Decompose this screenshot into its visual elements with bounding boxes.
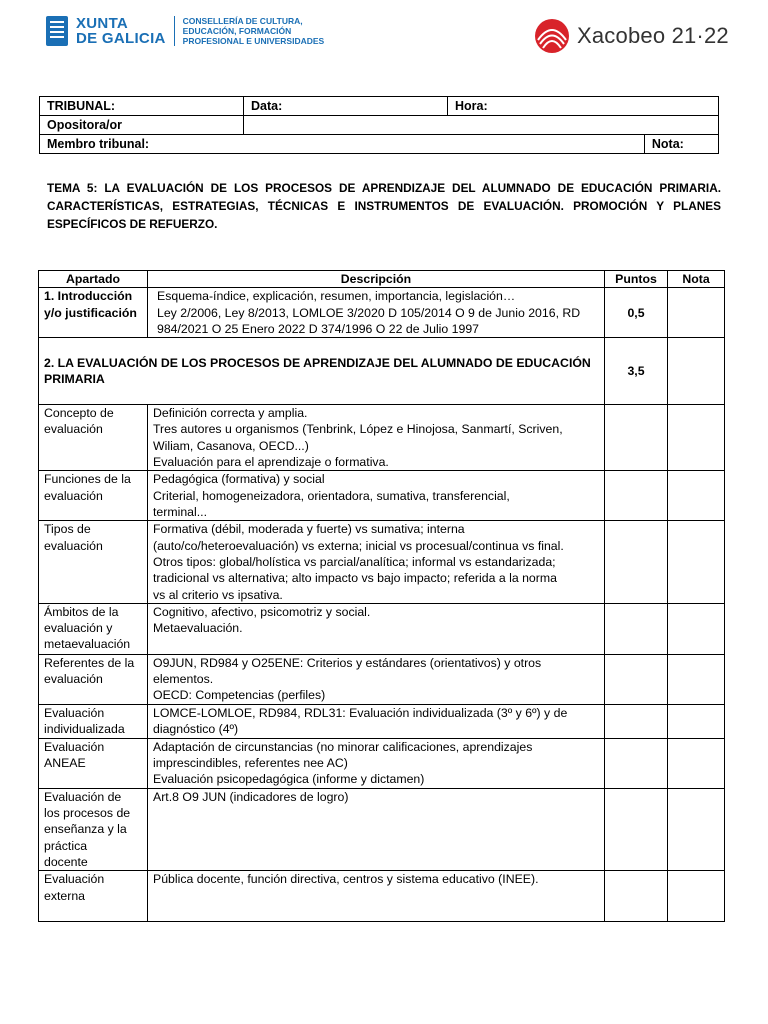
descripcion-line: diagnóstico (4º) — [153, 722, 239, 737]
row-descripcion — [148, 405, 605, 471]
descripcion-line: Adaptación de circunstancias (no minorar calificaciones, aprendizajes — [153, 739, 533, 754]
row-descripcion — [148, 471, 605, 521]
apartado-line: evaluación — [44, 422, 103, 437]
apartado-line: individualizada — [44, 722, 125, 737]
table-row — [39, 704, 725, 738]
conselleria-line: PROFESIONAL E UNIVERSIDADES — [182, 36, 325, 46]
intro-puntos: 0,5 — [605, 288, 668, 338]
row-descripcion — [148, 871, 605, 922]
apartado-line: Tipos de — [44, 522, 91, 537]
tribunal-label: TRIBUNAL: — [40, 97, 244, 116]
row-descripcion — [148, 788, 605, 870]
descripcion-line: Pública docente, función directiva, centros y sistema educativo (INEE). — [153, 872, 539, 887]
descripcion-line: Tres autores u organismos (Tenbrink, López e Hinojosa, Sanmartí, Scriven, — [153, 422, 563, 437]
apartado-line: y/o justificación — [44, 305, 137, 320]
section-title-line: 2. LA EVALUACIÓN DE LOS PROCESOS DE APRENDIZAJE DEL ALUMNADO DE EDUCACIÓN — [44, 355, 591, 370]
table-row — [39, 738, 725, 788]
descripcion-line: Evaluación psicopedagógica (informe y dictamen) — [153, 772, 425, 787]
conselleria-line: CONSELLERÍA DE CULTURA, — [182, 16, 303, 26]
row-apartado — [39, 603, 148, 654]
table-row — [39, 788, 725, 870]
hora-label: Hora: — [448, 97, 719, 116]
row-nota[interactable] — [668, 471, 725, 521]
table-row — [39, 521, 725, 603]
row-puntos — [605, 603, 668, 654]
logo-divider — [174, 16, 175, 46]
descripcion-line: Wiliam, Casanova, OECD...) — [153, 438, 309, 453]
exam-info-table — [39, 96, 719, 154]
table-row — [39, 471, 725, 521]
apartado-line: 1. Introducción — [44, 289, 133, 304]
row-nota[interactable] — [668, 405, 725, 471]
descripcion-line: LOMCE-LOMLOE, RD984, RDL31: Evaluación individualizada (3º y 6º) y de — [153, 705, 568, 720]
page-header — [0, 0, 768, 70]
col-header-apartado: Apartado — [39, 271, 148, 288]
descripcion-line: tradicional vs alternativa; alto impacto vs bajo impacto; referida a la norma — [153, 571, 557, 586]
table-header-row — [39, 271, 725, 288]
descripcion-line: Formativa (débil, moderada y fuerte) vs sumativa; interna — [153, 522, 465, 537]
xunta-emblem-icon — [46, 16, 68, 46]
descripcion-line: Esquema-índice, explicación, resumen, importancia, legislación… — [157, 289, 516, 304]
xunta-line1: XUNTA — [76, 15, 129, 32]
descripcion-line: OECD: Competencias (perfiles) — [153, 688, 326, 703]
table-row — [39, 405, 725, 471]
row-puntos — [605, 738, 668, 788]
xunta-line2: DE GALICIA — [76, 30, 166, 47]
section2-puntos: 3,5 — [605, 338, 668, 405]
row-apartado — [39, 471, 148, 521]
row-puntos — [605, 654, 668, 704]
xacobeo-logo — [533, 18, 729, 54]
descripcion-line: Otros tipos: global/holística vs parcial/analítica; informal vs estandarizada; — [153, 554, 556, 569]
nota-label: Nota: — [644, 135, 718, 154]
table-row — [39, 288, 725, 338]
row-nota[interactable] — [668, 871, 725, 922]
row-puntos — [605, 405, 668, 471]
row-apartado — [39, 654, 148, 704]
descripcion-line: Metaevaluación. — [153, 621, 243, 636]
intro-descripcion — [148, 288, 605, 338]
apartado-line: Evaluación — [44, 872, 105, 887]
descripcion-line: 984/2021 O 25 Enero 2022 D 374/1996 O 22 de Julio 1997 — [157, 321, 480, 336]
apartado-line: evaluación — [44, 488, 103, 503]
row-apartado — [39, 704, 148, 738]
apartado-line: Funciones de la — [44, 472, 131, 487]
apartado-line: Evaluación — [44, 705, 105, 720]
row-descripcion — [148, 738, 605, 788]
apartado-line: metaevaluación — [44, 637, 131, 652]
apartado-line: ANEAE — [44, 756, 86, 771]
row-apartado — [39, 871, 148, 922]
apartado-line: los procesos de — [44, 806, 131, 821]
row-apartado — [39, 788, 148, 870]
row-apartado — [39, 738, 148, 788]
col-header-descripcion: Descripción — [148, 271, 605, 288]
descripcion-line: Definición correcta y amplia. — [153, 406, 308, 421]
conselleria-label — [183, 16, 325, 46]
descripcion-line: vs al criterio vs ipsativa. — [153, 587, 283, 602]
xacobeo-wordmark: Xacobeo 21·22 — [577, 23, 729, 48]
col-header-puntos: Puntos — [605, 271, 668, 288]
descripcion-line: Criterial, homogeneizadora, orientadora, sumativa, transferencial, — [153, 488, 510, 503]
row-nota[interactable] — [668, 521, 725, 603]
table-row — [39, 654, 725, 704]
table-row — [39, 338, 725, 405]
col-header-nota: Nota — [668, 271, 725, 288]
section2-title — [39, 338, 605, 405]
apartado-line: evaluación — [44, 672, 103, 687]
descripcion-line: elementos. — [153, 672, 214, 687]
membro-label: Membro tribunal: — [40, 135, 645, 154]
row-puntos — [605, 471, 668, 521]
xunta-wordmark — [76, 16, 166, 46]
apartado-line: evaluación y — [44, 621, 113, 636]
xacobeo-shell-icon — [533, 18, 571, 54]
apartado-line: Evaluación de — [44, 789, 122, 804]
apartado-line: enseñanza y la — [44, 822, 127, 837]
row-nota[interactable] — [668, 738, 725, 788]
row-descripcion — [148, 521, 605, 603]
row-nota[interactable] — [668, 603, 725, 654]
row-apartado — [39, 521, 148, 603]
row-descripcion — [148, 654, 605, 704]
apartado-line: Ámbitos de la — [44, 604, 119, 619]
row-descripcion — [148, 603, 605, 654]
row-nota[interactable] — [668, 654, 725, 704]
descripcion-line: terminal... — [153, 504, 207, 519]
descripcion-line: (auto/co/heteroevaluación) vs externa; inicial vs procesual/continua vs final. — [153, 538, 564, 553]
row-puntos — [605, 704, 668, 738]
row-puntos — [605, 521, 668, 603]
opositor-label: Opositora/or — [40, 116, 244, 135]
opositor-value — [244, 116, 719, 135]
section2-nota[interactable] — [668, 338, 725, 405]
row-nota[interactable] — [668, 704, 725, 738]
evaluation-table — [38, 270, 725, 922]
xunta-logo — [46, 16, 324, 46]
apartado-line: Concepto de — [44, 406, 114, 421]
row-descripcion — [148, 704, 605, 738]
section-title-line: PRIMARIA — [44, 372, 105, 387]
row-apartado — [39, 405, 148, 471]
apartado-line: evaluación — [44, 538, 103, 553]
tema-heading: TEMA 5: LA EVALUACIÓN DE LOS PROCESOS DE APRENDIZAJE DEL ALUMNADO DE EDUCACIÓN PRIMARIA. CARACTERÍSTICAS, ESTRATEGIAS, TÉCNICAS E INSTRUMENTOS DE EVALUACIÓN. PROMOCIÓN Y PLANES ESPECÍFICOS DE REFUERZO. — [47, 181, 721, 231]
descripcion-line: Pedagógica (formativa) y social — [153, 472, 325, 487]
descripcion-line: imprescindibles, referentes nee AC) — [153, 756, 348, 771]
row-puntos — [605, 871, 668, 922]
apartado-line: Evaluación — [44, 739, 105, 754]
row-nota[interactable] — [668, 788, 725, 870]
descripcion-line: O9JUN, RD984 y O25ENE: Criterios y estándares (orientativos) y otros — [153, 655, 542, 670]
conselleria-line: EDUCACIÓN, FORMACIÓN — [182, 26, 292, 36]
descripcion-line: Cognitivo, afectivo, psicomotriz y social. — [153, 604, 371, 619]
descripcion-line: Ley 2/2006, Ley 8/2013, LOMLOE 3/2020 D 105/2014 O 9 de Junio 2016, RD — [157, 305, 581, 320]
data-label: Data: — [244, 97, 448, 116]
descripcion-line: Evaluación para el aprendizaje o formativa. — [153, 455, 389, 470]
intro-nota[interactable] — [668, 288, 725, 338]
row-puntos — [605, 788, 668, 870]
apartado-line: externa — [44, 888, 86, 903]
apartado-line: docente — [44, 854, 88, 869]
table-row — [39, 871, 725, 922]
table-row — [39, 603, 725, 654]
descripcion-line: Art.8 O9 JUN (indicadores de logro) — [153, 789, 349, 804]
apartado-line: práctica — [44, 838, 88, 853]
intro-apartado — [39, 288, 148, 338]
apartado-line: Referentes de la — [44, 655, 135, 670]
